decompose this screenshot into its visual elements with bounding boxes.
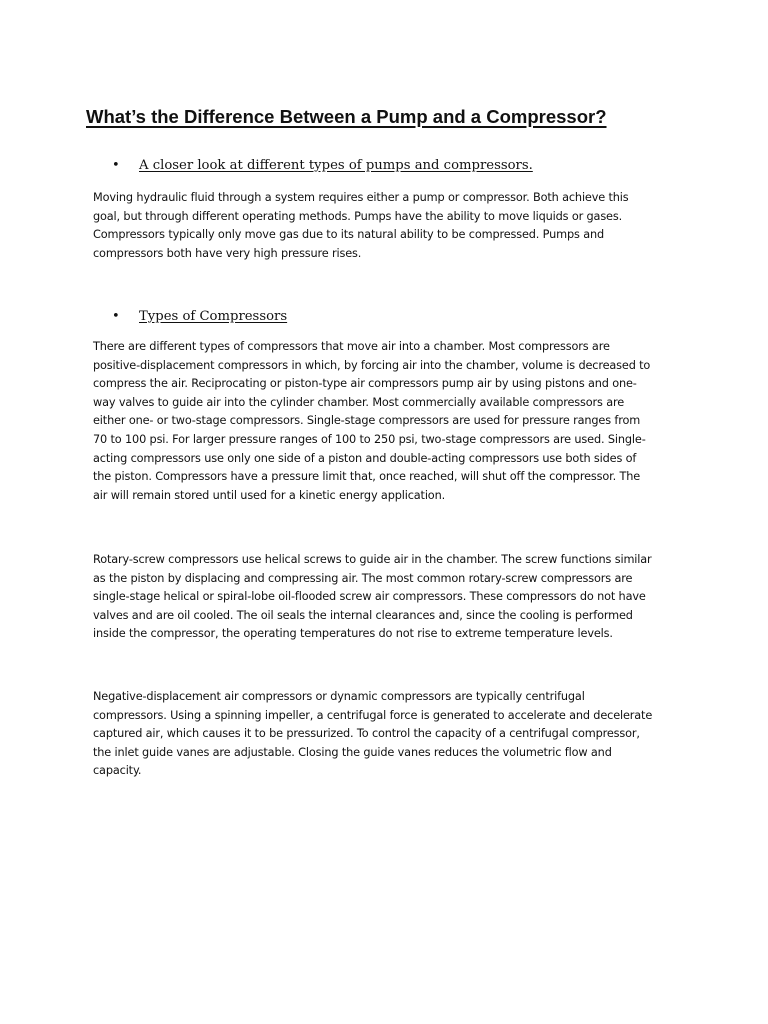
paragraph-line: air will remain stored until used for a kinetic energy application. bbox=[93, 488, 446, 502]
bullet-icon: • bbox=[112, 158, 120, 173]
paragraph-line: either one- or two-stage compressors. Single-stage compressors are used for pressure ranges from bbox=[93, 414, 641, 428]
section-heading-types-of-compressors bbox=[112, 307, 287, 327]
section-heading-pumps-compressors bbox=[112, 156, 533, 176]
paragraph-line: as the piston by displacing and compressing air. The most common rotary-screw compressors are bbox=[93, 571, 633, 585]
page-title: What’s the Difference Between a Pump and a Compressor? bbox=[86, 106, 607, 127]
paragraph-line: valves and are oil cooled. The oil seals the internal clearances and, since the cooling is performed bbox=[93, 608, 633, 622]
paragraph-line: compress the air. Reciprocating or piston-type air compressors pump air by using pistons and one- bbox=[93, 377, 637, 391]
paragraph-line: the inlet guide vanes are adjustable. Closing the guide vanes reduces the volumetric flow and bbox=[93, 745, 612, 759]
paragraph-line: way valves to guide air into the cylinder chamber. Most commercially available compressors are bbox=[93, 395, 625, 409]
paragraph-positive-displacement bbox=[93, 338, 683, 505]
paragraph-rotary-screw bbox=[93, 551, 683, 644]
paragraph-line: compressors both have very high pressure rises. bbox=[93, 246, 362, 260]
paragraph-line: 70 to 100 psi. For larger pressure ranges of 100 to 250 psi, two-stage compressors are used. Single- bbox=[93, 432, 646, 446]
paragraph-line: inside the compressor, the operating temperatures do not rise to extreme temperature levels. bbox=[93, 627, 613, 641]
section-heading-text: Types of Compressors bbox=[139, 309, 288, 324]
paragraph-intro bbox=[93, 189, 683, 263]
paragraph-line: Negative-displacement air compressors or dynamic compressors are typically centrifugal bbox=[93, 690, 585, 703]
paragraph-line: capacity. bbox=[93, 764, 142, 778]
paragraph-line: captured air, which causes it to be pressurized. To control the capacity of a centrifugal compressor, bbox=[93, 727, 640, 741]
paragraph-line: the piston. Compressors have a pressure limit that, once reached, will shut off the compressor. The bbox=[93, 470, 641, 484]
paragraph-line: single-stage helical or spiral-lobe oil-flooded screw air compressors. These compressors do not have bbox=[93, 590, 646, 604]
paragraph-line: positive-displacement compressors in which, by forcing air into the chamber, volume is decreased to bbox=[93, 358, 651, 372]
paragraph-negative-displacement bbox=[93, 688, 683, 781]
paragraph-line: Rotary-screw compressors use helical screws to guide air in the chamber. The screw functions similar bbox=[93, 553, 652, 566]
paragraph-line: Moving hydraulic fluid through a system requires either a pump or compressor. Both achieve this bbox=[93, 191, 629, 204]
paragraph-line: goal, but through different operating methods. Pumps have the ability to move liquids or gases. bbox=[93, 209, 623, 223]
bullet-icon: • bbox=[112, 309, 120, 324]
section-heading-text: A closer look at different types of pumps and compressors. bbox=[139, 158, 533, 173]
paragraph-line: Compressors typically only move gas due to its natural ability to be compressed. Pumps and bbox=[93, 228, 605, 242]
paragraph-line: acting compressors use only one side of a piston and double-acting compressors use both sides of bbox=[93, 451, 637, 465]
paragraph-line: There are different types of compressors that move air into a chamber. Most compressors are bbox=[93, 340, 610, 353]
paragraph-line: compressors. Using a spinning impeller, a centrifugal force is generated to accelerate and decelerate bbox=[93, 708, 653, 722]
